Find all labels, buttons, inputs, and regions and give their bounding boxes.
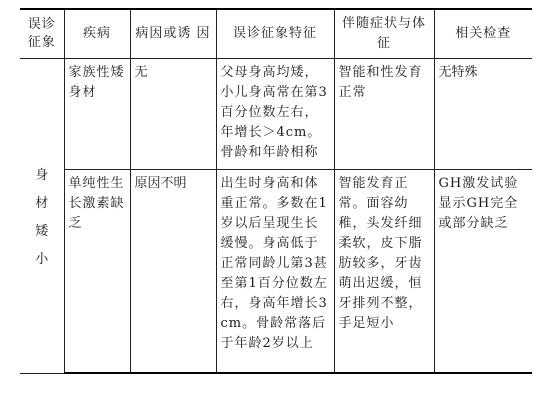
table-row xyxy=(20,59,532,170)
cause-cell: 原因不明 xyxy=(130,170,216,374)
table-row xyxy=(20,170,532,374)
symptoms-cell: 智能发育正常。面容幼稚，头发纤细柔软，皮下脂肪较多，牙齿萌出迟缓，恒牙排列不整，手足短小 xyxy=(334,170,434,374)
category-label: 身材矮小 xyxy=(35,167,49,267)
cause-cell: 无 xyxy=(130,59,216,170)
disease-cell: 单纯性生长激素缺乏 xyxy=(64,170,130,374)
header-disease: 疾病 xyxy=(64,9,130,59)
header-row xyxy=(20,9,532,59)
tests-cell: 无特殊 xyxy=(434,59,532,170)
diagnosis-table xyxy=(20,8,532,374)
header-symptoms: 伴随症状与体征 xyxy=(334,9,434,59)
disease-cell: 家族性矮身材 xyxy=(64,59,130,170)
category-cell xyxy=(20,59,64,374)
header-misdiagnosis-sign: 误诊征象 xyxy=(20,9,64,59)
header-features: 误诊征象特征 xyxy=(216,9,334,59)
tests-cell: GH激发试验显示GH完全或部分缺乏 xyxy=(434,170,532,374)
features-cell: 父母身高均矮，小儿身高常在第3百分位数左右，年增长＞4cm。骨龄和年龄相称 xyxy=(216,59,334,170)
symptoms-cell: 智能和性发育正常 xyxy=(334,59,434,170)
header-cause: 病因或诱 因 xyxy=(130,9,216,59)
features-cell: 出生时身高和体重正常。多数在1岁以后呈现生长缓慢。身高低于正常同龄儿第3甚至第1百分位数左右，身高年增长3cm。骨龄常落后于年龄2岁以上 xyxy=(216,170,334,374)
header-tests: 相关检查 xyxy=(434,9,532,59)
